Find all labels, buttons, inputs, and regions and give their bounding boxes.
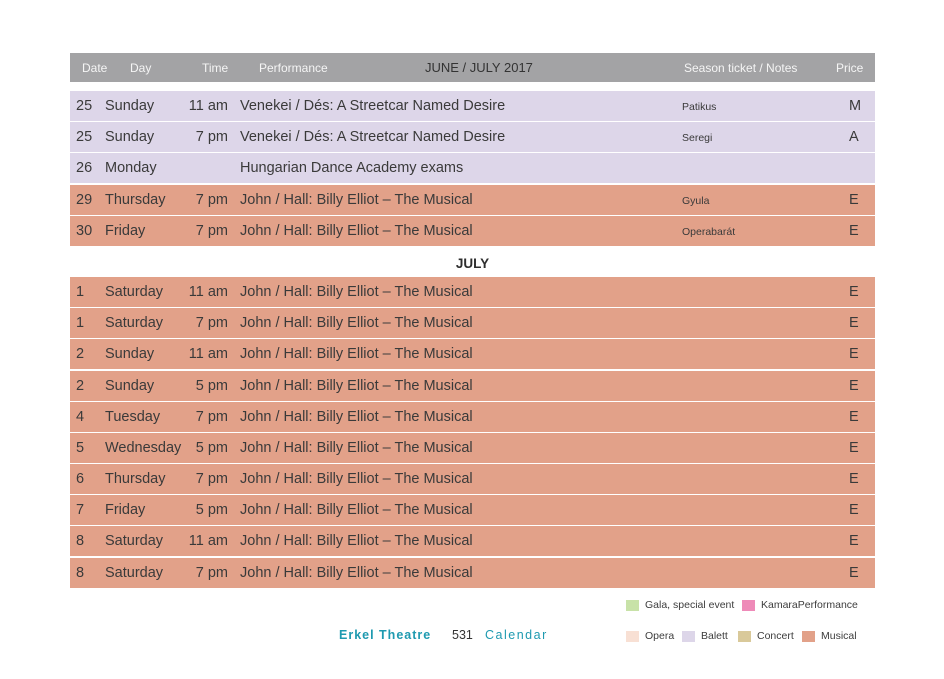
table-row	[70, 495, 875, 525]
row-performance: John / Hall: Billy Elliot – The Musical	[240, 408, 473, 425]
row-price: E	[849, 346, 859, 363]
page-number: 531	[452, 628, 473, 642]
row-time: 11 am	[188, 283, 228, 300]
row-performance: Hungarian Dance Academy exams	[240, 160, 464, 177]
row-price: E	[849, 502, 859, 519]
header-date: Date	[82, 61, 108, 75]
row-day: Friday	[105, 502, 146, 519]
month-divider	[70, 247, 875, 277]
row-performance: Venekei / Dés: A Streetcar Named Desire	[240, 129, 506, 146]
row-price: A	[849, 129, 859, 146]
row-performance: John / Hall: Billy Elliot – The Musical	[240, 533, 473, 550]
header-price: Price	[836, 61, 864, 75]
row-time: 11 am	[188, 98, 228, 114]
row-performance: John / Hall: Billy Elliot – The Musical	[240, 191, 473, 208]
row-performance: John / Hall: Billy Elliot – The Musical	[240, 283, 473, 300]
row-price: E	[849, 408, 859, 425]
row-price: E	[849, 283, 859, 300]
row-date: 8	[76, 533, 85, 550]
legend-musical-swatch	[802, 631, 815, 642]
legend-musical-label: Musical	[821, 630, 857, 642]
legend-opera	[626, 630, 674, 642]
row-date: 2	[76, 346, 85, 363]
table-row	[70, 526, 875, 556]
legend-balett	[682, 630, 728, 642]
row-notes: Patikus	[682, 101, 717, 113]
row-date: 1	[76, 283, 85, 300]
table-row	[70, 277, 875, 307]
legend-concert-swatch	[738, 631, 751, 642]
legend-gala-swatch	[626, 600, 639, 611]
header-day: Day	[130, 61, 152, 75]
row-day: Sunday	[105, 98, 155, 114]
row-time: 7 pm	[195, 471, 228, 488]
row-performance: John / Hall: Billy Elliot – The Musical	[240, 222, 473, 239]
table-row	[70, 122, 875, 152]
row-price: E	[849, 533, 859, 550]
legend-concert-label: Concert	[757, 630, 794, 642]
footer-theatre-name: Erkel Theatre	[339, 628, 432, 642]
row-day: Saturday	[105, 283, 164, 300]
row-performance: John / Hall: Billy Elliot – The Musical	[240, 346, 473, 363]
july-rows	[70, 277, 875, 588]
row-day: Sunday	[105, 346, 155, 363]
row-performance: John / Hall: Billy Elliot – The Musical	[240, 471, 473, 488]
table-row	[70, 339, 875, 369]
row-price: E	[849, 564, 859, 581]
row-time: 11 am	[188, 346, 228, 363]
table-row	[70, 371, 875, 401]
legend-opera-swatch	[626, 631, 639, 642]
row-day: Thursday	[105, 471, 166, 488]
row-performance: John / Hall: Billy Elliot – The Musical	[240, 377, 473, 394]
legend-opera-label: Opera	[645, 630, 675, 642]
row-day: Saturday	[105, 564, 164, 581]
legend-concert	[738, 630, 794, 642]
row-day: Tuesday	[105, 408, 161, 425]
table-row	[70, 91, 875, 121]
row-date: 5	[76, 439, 85, 456]
table-row	[70, 464, 875, 494]
row-date: 1	[76, 315, 85, 332]
row-price: E	[849, 377, 859, 394]
row-day: Saturday	[105, 533, 164, 550]
table-row	[70, 558, 875, 588]
row-date: 25	[76, 129, 93, 146]
row-time: 5 pm	[195, 502, 228, 519]
table-header	[70, 53, 875, 82]
row-date: 26	[76, 160, 93, 177]
row-date: 7	[76, 502, 85, 519]
row-day: Wednesday	[105, 439, 182, 456]
legend-musical	[802, 630, 857, 642]
row-performance: John / Hall: Billy Elliot – The Musical	[240, 502, 473, 519]
table-row	[70, 433, 875, 463]
header-notes: Season ticket / Notes	[684, 61, 798, 75]
june-rows	[70, 91, 875, 246]
table-row	[70, 185, 875, 215]
row-date: 4	[76, 408, 85, 425]
row-date: 29	[76, 191, 93, 208]
header-performance: Performance	[259, 61, 328, 75]
row-time: 7 pm	[195, 564, 228, 581]
row-day: Sunday	[105, 377, 155, 394]
row-time: 11 am	[188, 533, 228, 550]
row-day: Saturday	[105, 315, 164, 332]
page-title: JUNE / JULY 2017	[425, 60, 533, 75]
row-notes: Operabarát	[682, 225, 736, 238]
row-day: Thursday	[105, 191, 166, 208]
legend-balett-swatch	[682, 631, 695, 642]
row-date: 30	[76, 222, 93, 239]
row-performance: John / Hall: Billy Elliot – The Musical	[240, 564, 473, 581]
table-row	[70, 153, 875, 183]
row-price: E	[849, 471, 859, 488]
table-row	[70, 402, 875, 432]
row-price: E	[849, 439, 859, 456]
row-notes: Gyula	[682, 194, 710, 207]
row-date: 6	[76, 471, 85, 488]
row-date: 2	[76, 377, 85, 394]
row-price: E	[849, 222, 859, 239]
header-time: Time	[202, 61, 229, 75]
row-performance: John / Hall: Billy Elliot – The Musical	[240, 439, 473, 456]
legend-balett-label: Balett	[701, 630, 728, 642]
month-label: JULY	[455, 255, 490, 271]
row-time: 7 pm	[195, 222, 228, 239]
legend-gala-label: Gala, special event	[645, 599, 735, 611]
row-day: Friday	[105, 222, 146, 239]
schedule-table	[70, 53, 875, 589]
legend-kamara	[742, 599, 858, 611]
row-time: 7 pm	[195, 191, 228, 208]
row-day: Monday	[105, 160, 157, 177]
row-performance: Venekei / Dés: A Streetcar Named Desire	[240, 98, 506, 114]
row-performance: John / Hall: Billy Elliot – The Musical	[240, 315, 473, 332]
footer-section: Calendar	[485, 628, 548, 642]
row-date: 8	[76, 564, 85, 581]
row-time: 7 pm	[195, 129, 228, 146]
table-row	[70, 216, 875, 246]
row-notes: Seregi	[682, 132, 713, 145]
row-price: E	[849, 191, 859, 208]
row-time: 5 pm	[195, 439, 228, 456]
row-time: 5 pm	[195, 377, 228, 394]
legend-gala	[626, 599, 734, 611]
legend-kamara-swatch	[742, 600, 755, 611]
row-price: E	[849, 315, 859, 332]
row-date: 25	[76, 98, 93, 114]
row-price: M	[849, 98, 862, 114]
row-day: Sunday	[105, 129, 155, 146]
table-row	[70, 308, 875, 338]
row-time: 7 pm	[195, 408, 228, 425]
row-time: 7 pm	[195, 315, 228, 332]
legend-kamara-label: KamaraPerformance	[761, 599, 858, 611]
